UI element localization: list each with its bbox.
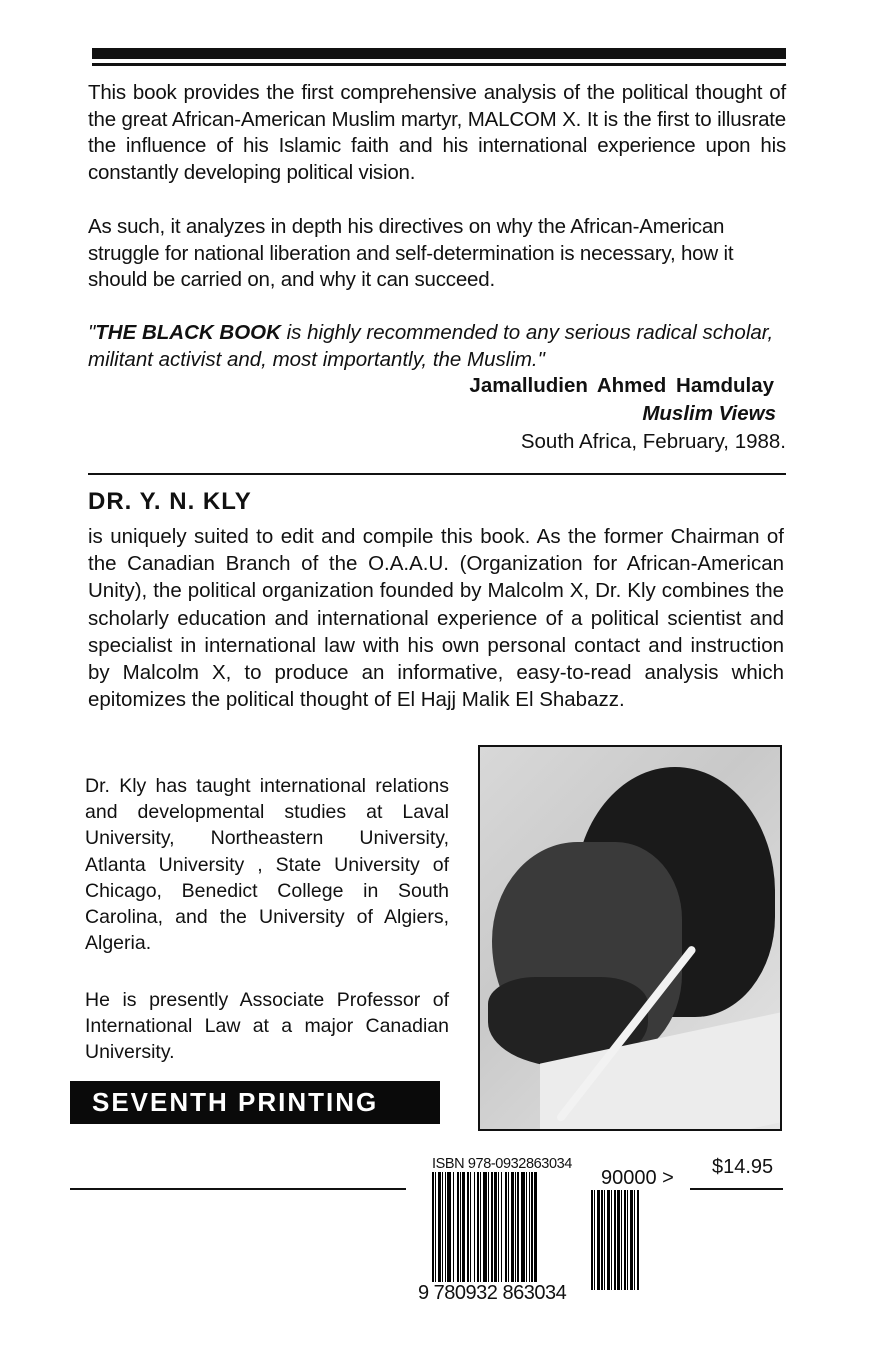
author-photo — [478, 745, 782, 1131]
intro-paragraph-2: As such, it analyzes in depth his directives on why the African-American struggle for national liberation and self-determination is necessary, how it should be carried on, and why it can succeed. — [88, 215, 734, 291]
isbn-barcode — [432, 1172, 578, 1285]
barcode-digits: 9 780932 863034 — [418, 1282, 567, 1304]
author-bio-current: He is presently Associate Professor of International Law at a major Canadian University. — [85, 989, 449, 1064]
isbn-label: ISBN 978-0932863034 — [432, 1156, 572, 1172]
top-thick-rule — [92, 48, 786, 59]
review-place-date: South Africa, February, 1988. — [520, 430, 786, 453]
price: $14.95 — [712, 1156, 774, 1178]
review-publication: Muslim Views — [642, 402, 776, 425]
addon-code: 90000 > — [601, 1167, 674, 1189]
quote-open: " — [88, 321, 96, 344]
section-divider — [88, 473, 786, 475]
author-bio-teaching: Dr. Kly has taught international relations and developmental studies at Laval University, Northeastern University, Atlanta University , State University of Chicago, Benedict College in South Carolina, and the University of Algiers, Algeria. — [85, 775, 449, 955]
author-name: DR. Y. N. KLY — [88, 488, 252, 515]
intro-paragraph-1: This book provides the first comprehensive analysis of the political thought of the great African-American Muslim martyr, MALCOM X. It is the first to illusrate the influence of his Islamic faith and his international experience upon his constantly developing political vision. — [88, 81, 786, 184]
bottom-left-rule — [70, 1188, 406, 1190]
top-thin-rule — [92, 63, 786, 66]
price-rule — [690, 1188, 783, 1190]
addon-barcode — [591, 1190, 663, 1290]
review-quote — [88, 320, 786, 373]
book-title: THE BLACK BOOK — [95, 321, 281, 344]
quote-text: is highly recommended to any serious radical scholar, militant activist and, most importantly, the Muslim." — [88, 321, 774, 371]
reviewer-name: Jamalludien Ahmed Hamdulay — [469, 374, 774, 397]
author-description: is uniquely suited to edit and compile this book. As the former Chairman of the Canadian Branch of the O.A.A.U. (Organization for African-American Unity), the political organization founded by Malcolm X, Dr. Kly combines the scholarly education and international experience of a political scientist and specialist in international law with his own personal contact and instruction by Malcolm X, to produce an informative, easy-to-read analysis which epitomizes the political thought of El Hajj Malik El Shabazz. — [88, 525, 784, 712]
printing-badge: SEVENTH PRINTING — [70, 1081, 440, 1124]
